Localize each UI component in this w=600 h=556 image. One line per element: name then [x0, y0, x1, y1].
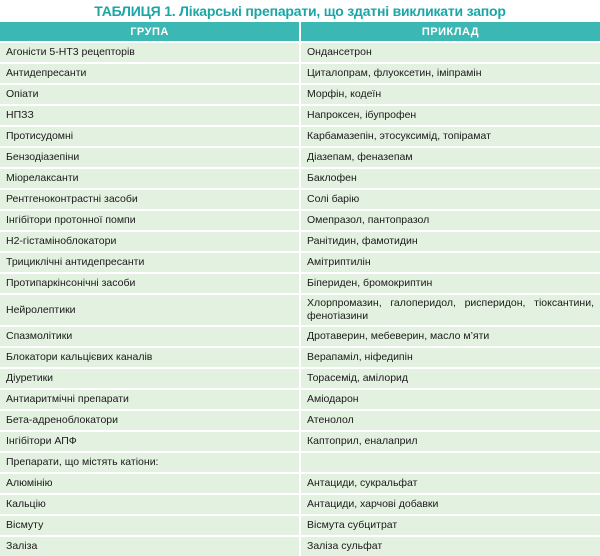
table-row [0, 389, 600, 410]
cell-group: Антиаритмічні препарати [0, 389, 300, 410]
table-row [0, 189, 600, 210]
column-header-group: ГРУПА [0, 22, 300, 42]
table-row [0, 84, 600, 105]
cell-example: Хлорпромазин, галоперидол, рисперидон, тіоксантини, фенотіазини [300, 294, 600, 326]
cell-group: Вісмуту [0, 515, 300, 536]
table-row [0, 42, 600, 63]
table-row [0, 105, 600, 126]
column-header-example: ПРИКЛАД [300, 22, 600, 42]
cell-example: Верапаміл, ніфедипін [300, 347, 600, 368]
cell-example: Антациди, харчові добавки [300, 494, 600, 515]
table-row [0, 431, 600, 452]
table-row [0, 473, 600, 494]
cell-group: Блокатори кальцієвих каналів [0, 347, 300, 368]
cell-example: Циталопрам, флуоксетин, іміпрамін [300, 63, 600, 84]
cell-group: Інгібітори протонної помпи [0, 210, 300, 231]
cell-example: Дротаверин, мебеверин, масло м’яти [300, 326, 600, 347]
cell-example: Заліза сульфат [300, 536, 600, 556]
cell-group: Н2-гістаміноблокатори [0, 231, 300, 252]
table-row [0, 231, 600, 252]
table-row [0, 210, 600, 231]
table-header-row [0, 22, 600, 42]
cell-group: Заліза [0, 536, 300, 556]
cell-example: Антациди, сукральфат [300, 473, 600, 494]
table-row [0, 126, 600, 147]
table-row [0, 347, 600, 368]
table-row [0, 494, 600, 515]
table-row [0, 326, 600, 347]
cell-group: Препарати, що містять катіони: [0, 452, 300, 473]
cell-group: Протипаркінсонічні засоби [0, 273, 300, 294]
cell-example: Морфін, кодеїн [300, 84, 600, 105]
drug-table [0, 22, 600, 556]
cell-example: Солі барію [300, 189, 600, 210]
cell-group: Рентгеноконтрастні засоби [0, 189, 300, 210]
cell-group: Бета-адреноблокатори [0, 410, 300, 431]
cell-example: Каптоприл, еналаприл [300, 431, 600, 452]
cell-group: Алюмінію [0, 473, 300, 494]
cell-group: Спазмолітики [0, 326, 300, 347]
table-row [0, 368, 600, 389]
cell-example: Ондансетрон [300, 42, 600, 63]
table-row [0, 515, 600, 536]
table-row [0, 63, 600, 84]
cell-group: Протисудомні [0, 126, 300, 147]
cell-example: Ранітидин, фамотидин [300, 231, 600, 252]
table-body [0, 42, 600, 556]
cell-group: Агоністи 5-НТ3 рецепторів [0, 42, 300, 63]
cell-example: Амітриптилін [300, 252, 600, 273]
cell-example: Аміодарон [300, 389, 600, 410]
cell-group: Інгібітори АПФ [0, 431, 300, 452]
cell-group: Трициклічні антидепресанти [0, 252, 300, 273]
cell-example: Біпериден, бромокриптин [300, 273, 600, 294]
cell-example [300, 452, 600, 473]
cell-group: Кальцію [0, 494, 300, 515]
cell-group: Міорелаксанти [0, 168, 300, 189]
table-row [0, 252, 600, 273]
table-row [0, 452, 600, 473]
cell-example: Баклофен [300, 168, 600, 189]
table-row [0, 168, 600, 189]
cell-group: НПЗЗ [0, 105, 300, 126]
table-row [0, 536, 600, 556]
table-row [0, 273, 600, 294]
table-title: ТАБЛИЦЯ 1. Лікарські препарати, що здатні викликати запор [94, 3, 506, 19]
cell-example: Вісмута субцитрат [300, 515, 600, 536]
table-row [0, 147, 600, 168]
cell-group: Бензодіазепіни [0, 147, 300, 168]
table-row [0, 294, 600, 326]
cell-example: Діазепам, феназепам [300, 147, 600, 168]
cell-group: Антидепресанти [0, 63, 300, 84]
table-row [0, 410, 600, 431]
cell-example: Атенолол [300, 410, 600, 431]
cell-group: Нейролептики [0, 294, 300, 326]
cell-example: Карбамазепін, этосуксимід, топірамат [300, 126, 600, 147]
cell-example: Напроксен, ібупрофен [300, 105, 600, 126]
cell-group: Діуретики [0, 368, 300, 389]
cell-example: Торасемід, амілорид [300, 368, 600, 389]
cell-group: Опіати [0, 84, 300, 105]
cell-example: Омепразол, пантопразол [300, 210, 600, 231]
